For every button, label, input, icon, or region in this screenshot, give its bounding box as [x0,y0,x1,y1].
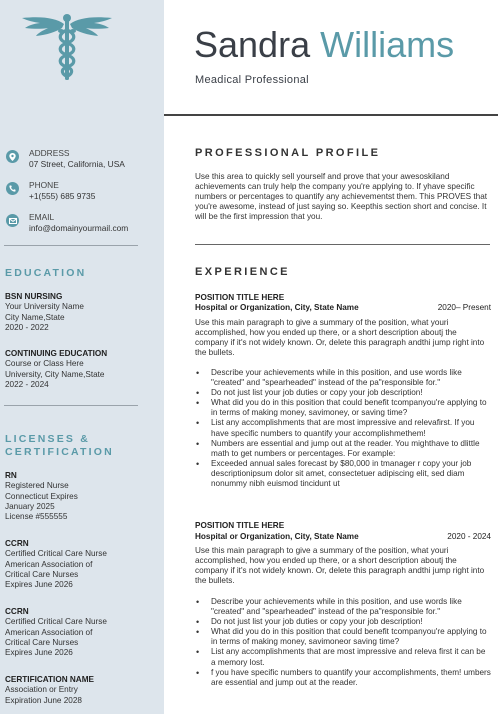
education-line: Your University Name [5,302,84,312]
license-line: January 2025 [5,501,55,511]
profile-text: Use this area to quickly sell yourself and prove that your awesoskiland achievements can truly help the company you're applying to. If yhave specific numbers or percentages to quantify any achievementst them. This PROVES that you're awesome, instead of just saying so. Keepthis section short and concise. It will be the first impression that you. [195,172,488,222]
job-title: POSITION TITLE HERE [195,521,285,530]
profile-heading: PROFESSIONAL PROFILE [195,147,381,159]
job-bullets [195,597,491,688]
phone-icon [6,182,19,195]
job-dates: 2020– Present [437,303,491,312]
license-title: CCRN [5,607,29,616]
caduceus-logo-icon [20,10,114,82]
education-entry [5,292,155,333]
list-item: • Describe your achievements while in this position, and use words like "created" and "spearheaded" instead of the pa"responsible for." [195,597,491,617]
job-organization: Hospital or Organization, City, State Name [195,303,359,312]
job-org-row [195,303,491,313]
list-item: • Do not just list your job duties or copy your job description! [195,617,491,627]
header-divider [164,114,498,116]
contact-phone [6,180,156,202]
job-org-row [195,532,491,542]
list-item: • What did you do in this position that could benefit tcompanyou're applying to in terms of making money, savimoney, or saving time? [195,398,491,418]
list-item: • Describe your achievements while in this position, and use words like "created" and "spearheaded" instead of the pa"responsible for." [195,368,491,388]
education-entry [5,349,155,390]
job-dates: 2020 - 2024 [447,532,491,541]
education-degree: CONTINUING EDUCATION [5,349,108,358]
education-degree: BSN NURSING [5,292,63,301]
license-entry [5,539,155,590]
license-line: Certified Critical Care Nurse [5,549,107,559]
license-title: RN [5,471,17,480]
contact-label: ADDRESS [29,148,70,158]
job-title: POSITION TITLE HERE [195,293,285,302]
license-line: Expiration June 2028 [5,695,82,705]
contact-label: EMAIL [29,212,55,222]
education-line: University, City Name,State [5,369,105,379]
email-icon [6,214,19,227]
list-item: • Numbers are essential and jump out at the reader. You mighthave to dlittle math to get numbers or percentages. For example: [195,439,491,459]
license-title: CCRN [5,539,29,548]
last-name: Williams [320,24,455,65]
education-line: City Name,State [5,312,65,322]
license-line: Association or Entry [5,685,78,695]
list-item: • f you have specific numbers to quantify your accomplishments, them! umbers are essential and jump out at the reader. [195,668,491,688]
contact-address [6,148,156,170]
education-line: 2020 - 2022 [5,322,49,332]
candidate-name [194,24,454,66]
list-item: • List any accomplishments that are most impressive and relevafirst. If you have specific numbers to quantify your accomplishmethem! [195,418,491,438]
licenses-heading-line: LICENSES & [5,433,91,445]
job-summary: Use this main paragraph to give a summary of the position, what youri accomplished, how you ended up there, or a short description aboutj the company if it's not widely known. Or, delete this paragraph andthi jump right into the bullets. [195,546,485,586]
list-item: • What did you do in this position that could benefit tcompanyou're applying to in terms of making money, savimoneor saving time? [195,627,491,647]
phone-value: +1(555) 685 9735 [29,191,96,201]
location-pin-icon [6,150,19,163]
license-line: Connecticut Expires [5,491,78,501]
license-line: Critical Care Nurses [5,569,79,579]
contact-label: PHONE [29,180,59,190]
license-title: CERTIFICATION NAME [5,675,94,684]
license-line: License #555555 [5,512,68,522]
section-divider [195,244,490,245]
list-item: • Exceeded annual sales forecast by $80,000 in tmanager r copy your job descriptionipsum dolor sit amet, consectetuer adipiscing elit, sed diam nonummy nibh euismod tincidunt ut [195,459,491,489]
education-line: Course or Class Here [5,359,84,369]
license-line: Certified Critical Care Nurse [5,617,107,627]
job-organization: Hospital or Organization, City, State Name [195,532,359,541]
license-line: Expires June 2026 [5,648,73,658]
licenses-heading-line: CERTIFICATION [5,446,114,458]
license-entry [5,675,155,706]
job-headline: Meadical Professional [195,74,309,86]
licenses-heading [5,433,114,459]
job-summary: Use this main paragraph to give a summary of the position, what youri accomplished, how you ended up there, or a short description aboutj the company if it's not widely known. Or, delete this paragraph andthi jump right into the bullets. [195,318,485,358]
contact-email [6,212,156,234]
sidebar [0,0,164,714]
first-name: Sandra [194,24,311,65]
sidebar-divider [4,405,138,406]
license-line: Expires June 2026 [5,580,73,590]
license-line: Critical Care Nurses [5,637,79,647]
email-value[interactable]: info@domainyourmail.com [29,223,129,233]
license-entry [5,471,155,522]
list-item: • List any accomplishments that are most impressive and releva first it can be a memory lost. [195,647,491,667]
license-line: American Association of [5,627,93,637]
license-entry [5,607,155,658]
address-value: 07 Street, California, USA [29,159,125,169]
experience-heading: EXPERIENCE [195,266,290,278]
license-line: American Association of [5,559,93,569]
education-heading: EDUCATION [5,267,87,279]
contact-section [6,148,156,244]
job-bullets [195,368,491,489]
list-item: • Do not just list your job duties or copy your job description! [195,388,491,398]
sidebar-divider [4,245,138,246]
license-line: Registered Nurse [5,481,69,491]
education-line: 2022 - 2024 [5,379,49,389]
